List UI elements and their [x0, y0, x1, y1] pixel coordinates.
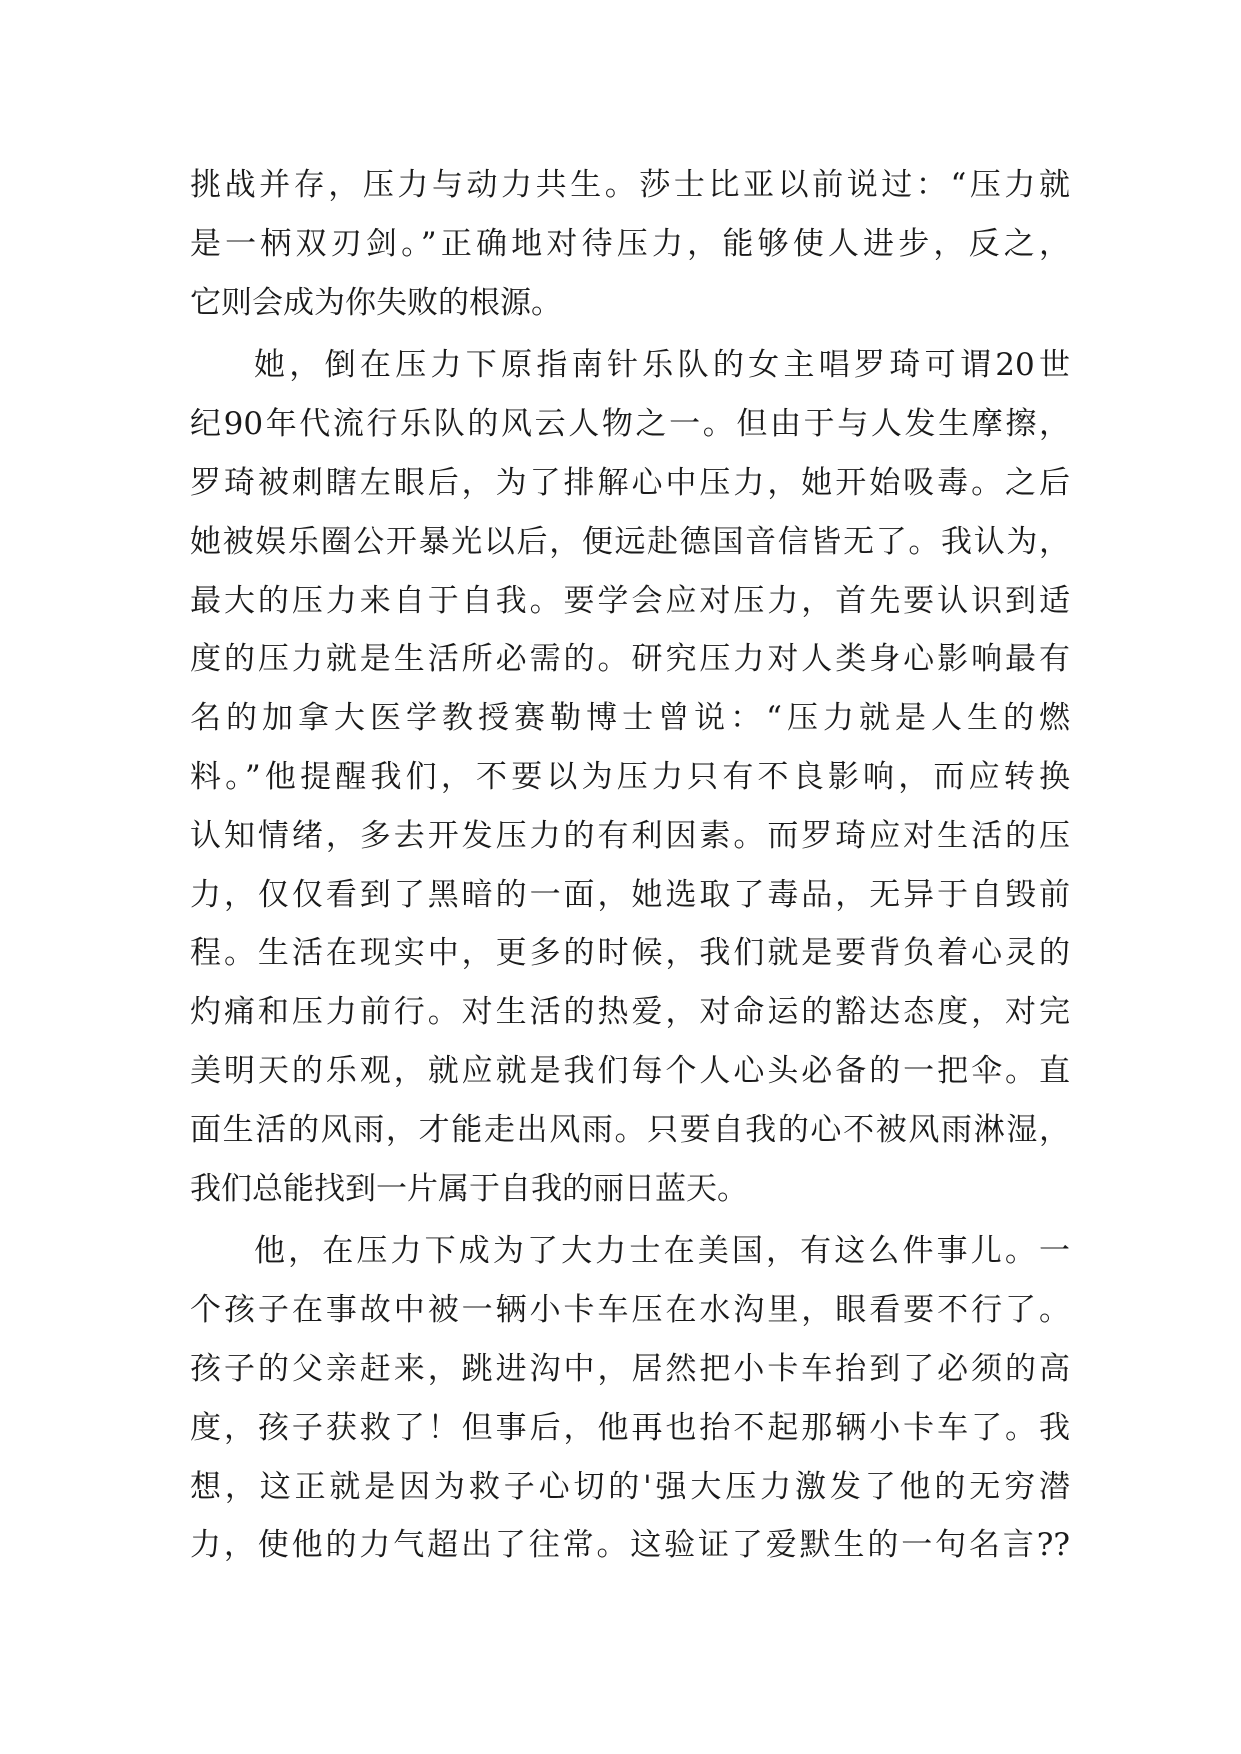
body-text — [190, 156, 1070, 1575]
text-line: 面生活的风雨，才能走出风雨。只要自我的心不被风雨淋湿， — [190, 1111, 1070, 1148]
text-line: 最大的压力来自于自我。要学会应对压力，首先要认识到适 — [190, 582, 1070, 619]
text-line: 力，仅仅看到了黑暗的一面，她选取了毒品，无异于自毁前 — [190, 876, 1070, 913]
text-line: 她被娱乐圈公开暴光以后，便远赴德国音信皆无了。我认为， — [190, 523, 1070, 560]
text-line: 力，使他的力气超出了往常。这验证了爱默生的一句名言?? — [190, 1527, 1070, 1564]
paragraph-1 — [190, 156, 1070, 332]
text-line: 她，倒在压力下原指南针乐队的女主唱罗琦可谓20世 — [254, 347, 1070, 384]
text-line: 名的加拿大医学教授赛勒博士曾说：“压力就是人生的燃 — [190, 700, 1070, 737]
text-line: 我们总能找到一片属于自我的丽日蓝天。 — [190, 1170, 748, 1207]
text-line: 认知情绪，多去开发压力的有利因素。而罗琦应对生活的压 — [190, 817, 1070, 854]
text-line: 他，在压力下成为了大力士在美国，有这么件事儿。一 — [254, 1233, 1070, 1270]
text-line: 挑战并存，压力与动力共生。莎士比亚以前说过：“压力就 — [190, 167, 1070, 203]
text-line: 罗琦被刺瞎左眼后，为了排解心中压力，她开始吸毒。之后 — [190, 464, 1070, 501]
text-line: 想，这正就是因为救子心切的'强大压力激发了他的无穷潜 — [190, 1468, 1070, 1505]
text-line: 是一柄双刃剑。”正确地对待压力，能够使人进步，反之， — [190, 225, 1070, 262]
text-line: 它则会成为你失败的根源。 — [190, 284, 562, 321]
paragraph-3 — [190, 1222, 1070, 1575]
text-line: 个孩子在事故中被一辆小卡车压在水沟里，眼看要不行了。 — [190, 1292, 1070, 1329]
text-line: 程。生活在现实中，更多的时候，我们就是要背负着心灵的 — [190, 935, 1070, 972]
text-line: 美明天的乐观，就应就是我们每个人心头必备的一把伞。直 — [190, 1052, 1070, 1089]
text-line: 度的压力就是生活所必需的。研究压力对人类身心影响最有 — [190, 641, 1070, 678]
text-line: 纪90年代流行乐队的风云人物之一。但由于与人发生摩擦， — [190, 406, 1070, 443]
text-line: 度，孩子获救了！但事后，他再也抬不起那辆小卡车了。我 — [190, 1409, 1070, 1446]
text-line: 料。”他提醒我们，不要以为压力只有不良影响，而应转换 — [190, 758, 1070, 795]
paragraph-2 — [190, 336, 1070, 1218]
text-line: 灼痛和压力前行。对生活的热爱，对命运的豁达态度，对完 — [190, 994, 1070, 1031]
text-line: 孩子的父亲赶来，跳进沟中，居然把小卡车抬到了必须的高 — [190, 1350, 1070, 1387]
